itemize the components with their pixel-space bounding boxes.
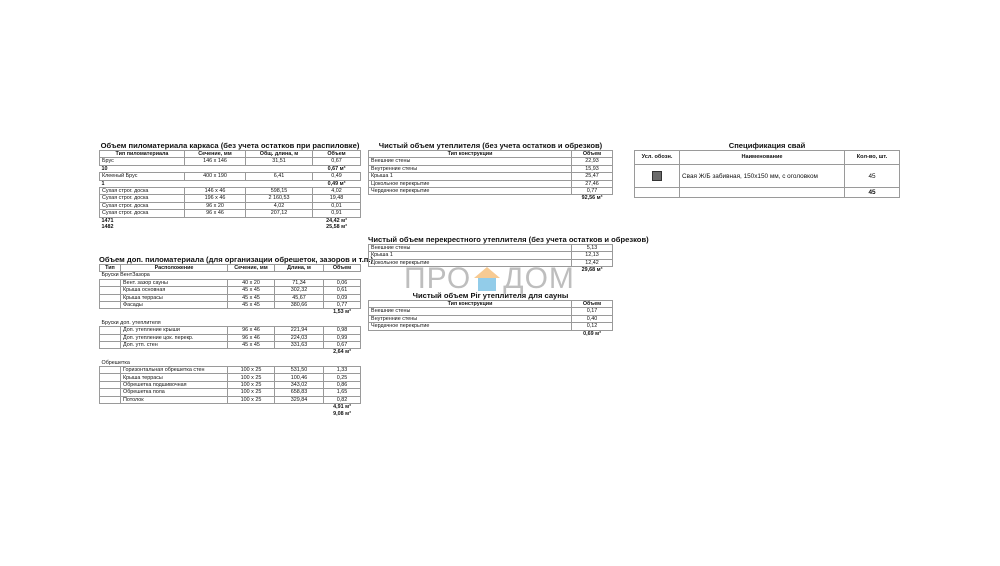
grand-total: 9,08 м³ [333, 410, 351, 417]
column-header: Объем [572, 151, 613, 158]
volume: 0,82 [324, 396, 361, 403]
pile-spec-table [634, 150, 900, 198]
length: 658,83 [275, 389, 324, 396]
construction-type: Внутренние стены [369, 315, 572, 322]
length: 331,63 [275, 341, 324, 348]
length: 221,94 [275, 327, 324, 334]
table-row [369, 252, 613, 259]
length: 6,41 [246, 173, 313, 180]
total-count: 1482 [101, 224, 114, 230]
length: 100,46 [275, 374, 324, 381]
table-row [100, 374, 361, 381]
table-row [100, 210, 361, 217]
column-header: Наименование [680, 151, 845, 165]
volume: 0,86 [324, 381, 361, 388]
total-volume: 29,68 м³ [581, 267, 603, 274]
insulation-section [368, 141, 613, 202]
table-row [369, 323, 613, 330]
length: 343,02 [275, 381, 324, 388]
pile-total: 45 [845, 188, 900, 198]
volume: 12,42 [572, 259, 613, 266]
location: Горизонтальная обрешетка стен [121, 367, 228, 374]
construction-type: Крыша 1 [369, 252, 572, 259]
location: Доп. утп. стен [121, 341, 228, 348]
location: Крыша террасы [121, 294, 228, 301]
frame-lumber-table [99, 150, 361, 230]
pir-insulation-table [368, 300, 613, 337]
construction-type: Крыша 1 [369, 173, 572, 180]
length: 302,32 [275, 287, 324, 294]
table-row [100, 334, 361, 341]
length: 45,67 [275, 294, 324, 301]
column-header: Объем [313, 151, 361, 158]
subtotal-volume: 0,49 м³ [327, 180, 346, 187]
volume: 0,49 [313, 173, 361, 180]
grand-total-row [100, 410, 361, 416]
table-row [369, 165, 613, 172]
total-volume: 92,56 м³ [581, 195, 603, 202]
volume: 0,77 [324, 301, 361, 308]
section: 45 x 45 [228, 294, 275, 301]
group-name: Бруски ВентЗазора [101, 272, 150, 279]
subtotal-volume: 0,67 м³ [327, 165, 346, 172]
length: 4,02 [246, 202, 313, 209]
length: 31,51 [246, 158, 313, 165]
section: 100 x 25 [228, 374, 275, 381]
subtotal-row [100, 180, 361, 187]
cross-insulation-title: Чистый объем перекрестного утеплителя (без учета остатков и обрезков) [368, 235, 649, 244]
section: 100 x 25 [228, 381, 275, 388]
additional-lumber-section [99, 255, 374, 417]
volume: 0,06 [324, 279, 361, 286]
column-header: Длина, м [275, 265, 324, 272]
table-row [369, 187, 613, 194]
table-row [369, 158, 613, 165]
watermark-logo [404, 262, 575, 296]
volume: 0,99 [324, 334, 361, 341]
construction-type: Внешние стены [369, 245, 572, 252]
table-row [100, 173, 361, 180]
group-total-row [100, 309, 361, 316]
column-header: Кол-во, шт. [845, 151, 900, 165]
location: Крыша основная [121, 287, 228, 294]
column-header: Тип конструкции [369, 151, 572, 158]
table-row [100, 294, 361, 301]
table-row [100, 301, 361, 308]
subtotal-volume: 24,42 м³ [326, 217, 347, 224]
column-header: Сечение, мм [185, 151, 246, 158]
volume: 0,17 [572, 308, 613, 315]
pile-name: Свая Ж/Б забивная, 150x150 мм, с оголовком [680, 165, 845, 188]
volume: 25,47 [572, 173, 613, 180]
group-total-row [100, 349, 361, 356]
section: 400 x 190 [185, 173, 246, 180]
total-row [369, 195, 613, 202]
group-header [100, 320, 361, 327]
subtotal-row [100, 217, 361, 224]
construction-type: Цокольное перекрытие [369, 180, 572, 187]
section: 96 x 46 [228, 327, 275, 334]
column-header: Объем [572, 301, 613, 308]
volume: 15,93 [572, 165, 613, 172]
volume: 0,01 [313, 202, 361, 209]
length: 224,03 [275, 334, 324, 341]
additional-lumber-table [99, 264, 361, 417]
column-header: Сечение, мм [228, 265, 275, 272]
section: 96 x 20 [185, 202, 246, 209]
subtotal-count: 10 [101, 165, 108, 172]
volume: 0,67 [324, 341, 361, 348]
construction-type: Чердачное перекрытие [369, 187, 572, 194]
volume: 0,40 [572, 315, 613, 322]
section: 96 x 46 [185, 210, 246, 217]
volume: 0,12 [572, 323, 613, 330]
length: 207,12 [246, 210, 313, 217]
table-row [369, 308, 613, 315]
group-total: 2,64 м³ [333, 349, 351, 356]
table-row [100, 381, 361, 388]
group-header [100, 272, 361, 279]
section: 100 x 25 [228, 389, 275, 396]
insulation-table [368, 150, 613, 202]
group-total-row [100, 404, 361, 411]
subtotal-count: 1 [101, 180, 105, 187]
table-row [100, 367, 361, 374]
construction-type: Внутренние стены [369, 165, 572, 172]
table-row [369, 245, 613, 252]
pile-quantity: 45 [845, 165, 900, 188]
table-row [100, 287, 361, 294]
table-row [100, 341, 361, 348]
location: Обрешетка подшивочная [121, 381, 228, 388]
section: 146 x 46 [185, 187, 246, 194]
additional-lumber-title: Объем доп. пиломатериала (для организации обрешеток, зазоров и т.п.) [99, 255, 374, 264]
column-header: Расположение [121, 265, 228, 272]
lumber-type: Сухая строг. доска [100, 202, 185, 209]
location: Потолок [121, 396, 228, 403]
section: 100 x 25 [228, 367, 275, 374]
construction-type: Чердачное перекрытие [369, 323, 572, 330]
group-header [100, 360, 361, 367]
lumber-type: Брус [100, 158, 185, 165]
volume: 0,77 [572, 187, 613, 194]
group-total: 4,91 м³ [333, 404, 351, 411]
length: 329,84 [275, 396, 324, 403]
watermark-text-right: ДОМ [503, 262, 575, 295]
column-header: Общ. длина, м [246, 151, 313, 158]
pile-symbol-icon [652, 171, 662, 181]
construction-type: Внешние стены [369, 308, 572, 315]
frame-lumber-title: Объем пиломатериала каркаса (без учета остатков при распиловке) [100, 141, 360, 150]
volume: 4,02 [313, 187, 361, 194]
subtotal-row [100, 165, 361, 172]
length: 598,15 [246, 187, 313, 194]
table-row [100, 396, 361, 403]
group-name: Бруски доп. утеплителя [101, 319, 161, 326]
pir-insulation-section [368, 291, 613, 337]
location: Доп. утепление крыши [121, 327, 228, 334]
section: 45 x 45 [228, 301, 275, 308]
table-row [100, 187, 361, 194]
lumber-type: Клееный Брус [100, 173, 185, 180]
column-header: Тип конструкции [369, 301, 572, 308]
volume: 12,13 [572, 252, 613, 259]
table-row [635, 165, 900, 188]
location: Доп. утепление цок. перекр. [121, 334, 228, 341]
table-row [100, 158, 361, 165]
section: 196 x 46 [185, 195, 246, 202]
table-row [100, 279, 361, 286]
section: 146 x 146 [185, 158, 246, 165]
construction-type: Внешние стены [369, 158, 572, 165]
column-header: Тип [100, 265, 121, 272]
lumber-type: Сухая строг. доска [100, 195, 185, 202]
pile-spec-section [634, 141, 900, 198]
table-row [100, 202, 361, 209]
table-row [100, 195, 361, 202]
length: 71,34 [275, 279, 324, 286]
lumber-type: Сухая строг. доска [100, 210, 185, 217]
section: 45 x 45 [228, 287, 275, 294]
volume: 0,67 [313, 158, 361, 165]
section: 96 x 46 [228, 334, 275, 341]
construction-type: Цокольное перекрытие [369, 259, 572, 266]
length: 531,50 [275, 367, 324, 374]
section: 100 x 25 [228, 396, 275, 403]
group-name: Обрешетка [101, 359, 130, 366]
table-row [369, 173, 613, 180]
table-row [369, 315, 613, 322]
house-logo-icon [474, 267, 500, 291]
column-header: Тип пиломатериала [100, 151, 185, 158]
length: 2 160,53 [246, 195, 313, 202]
volume: 5,13 [572, 245, 613, 252]
location: Крыша террасы [121, 374, 228, 381]
volume: 0,91 [313, 210, 361, 217]
volume: 19,48 [313, 195, 361, 202]
volume: 0,09 [324, 294, 361, 301]
volume: 0,98 [324, 327, 361, 334]
location: Вент. зазор сауны [121, 279, 228, 286]
section: 40 x 20 [228, 279, 275, 286]
insulation-title: Чистый объем утеплителя (без учета остатков и обрезков) [378, 141, 603, 150]
location: Фасады [121, 301, 228, 308]
column-header: Усл. обозн. [635, 151, 680, 165]
total-row [635, 188, 900, 198]
watermark-text-left: ПРО [404, 262, 472, 295]
volume: 22,93 [572, 158, 613, 165]
volume: 1,65 [324, 389, 361, 396]
table-row [369, 180, 613, 187]
group-total: 1,53 м³ [333, 309, 351, 316]
total-volume: 0,69 м³ [583, 330, 601, 337]
total-volume: 25,58 м³ [326, 224, 347, 230]
length: 380,66 [275, 301, 324, 308]
section: 45 x 45 [228, 341, 275, 348]
grand-total-row [100, 224, 361, 230]
column-header: Объем [324, 265, 361, 272]
frame-lumber-section [99, 141, 361, 230]
volume: 1,33 [324, 367, 361, 374]
volume: 27,46 [572, 180, 613, 187]
volume: 0,61 [324, 287, 361, 294]
volume: 0,25 [324, 374, 361, 381]
total-row [369, 330, 613, 337]
pir-insulation-title: Чистый объем Pir утеплителя для сауны [412, 291, 569, 300]
table-row [100, 327, 361, 334]
subtotal-count: 1471 [101, 217, 114, 224]
lumber-type: Сухая строг. доска [100, 187, 185, 194]
location: Обрешетка пола [121, 389, 228, 396]
table-row [100, 389, 361, 396]
pile-spec-title: Спецификация свай [728, 141, 806, 150]
